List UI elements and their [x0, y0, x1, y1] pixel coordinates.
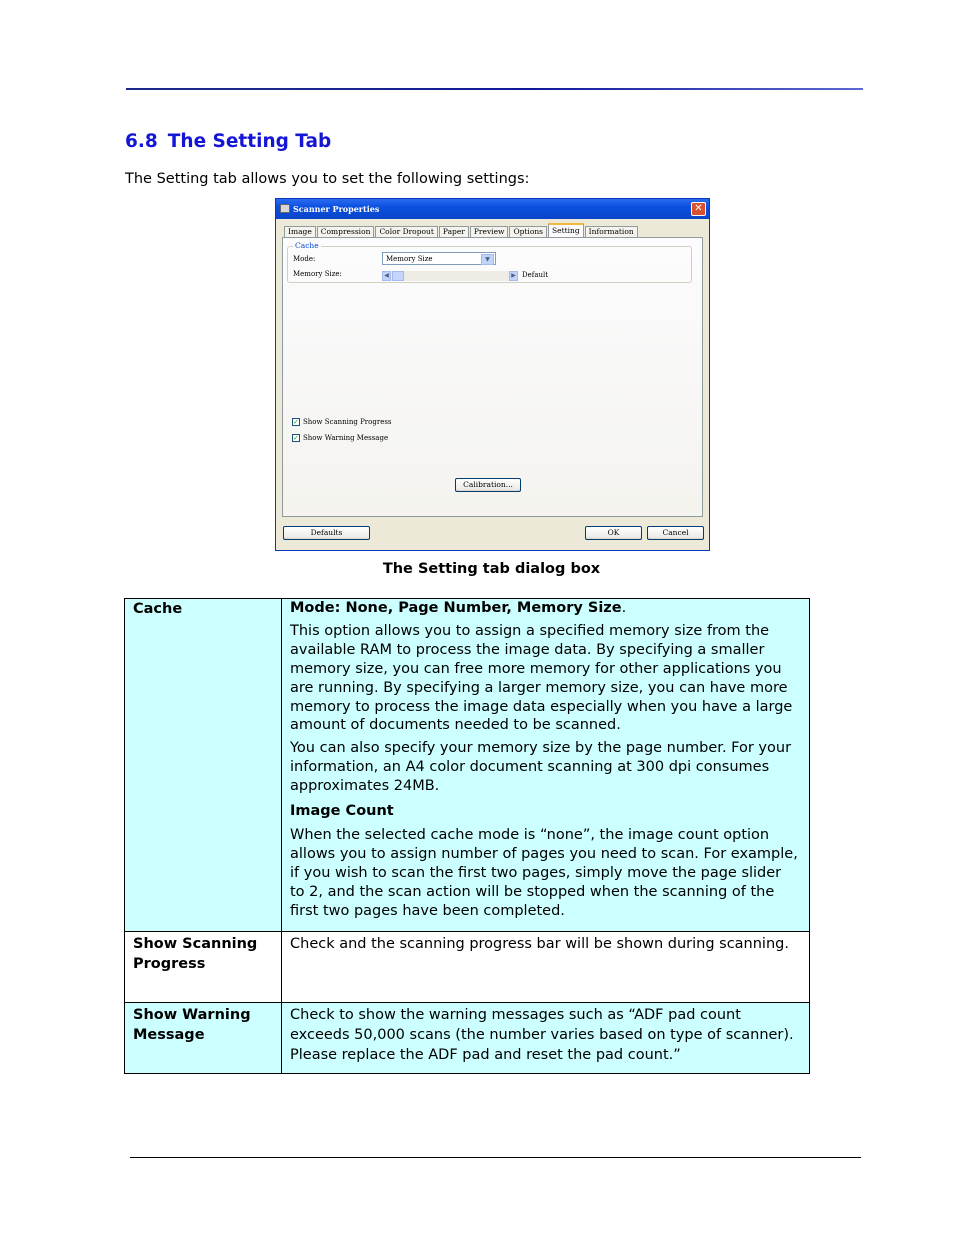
section-heading [125, 131, 331, 152]
close-button[interactable]: ✕ [691, 202, 706, 216]
memory-size-slider[interactable] [382, 271, 518, 281]
defaults-button[interactable]: Defaults [283, 526, 370, 540]
calibration-button[interactable]: Calibration... [455, 478, 521, 492]
show-warning-message-label[interactable]: Show Warning Message [303, 434, 389, 442]
show-scanning-progress-desc: Check and the scanning progress bar will be shown during scanning. [290, 935, 789, 952]
tab-information[interactable]: Information [585, 226, 638, 237]
cache-groupbox [287, 241, 692, 283]
setting-tab-panel [282, 237, 703, 517]
mode-select[interactable] [382, 252, 496, 265]
scroll-right-icon[interactable]: ▶ [509, 271, 518, 281]
table-row [125, 599, 810, 932]
image-count-heading: Image Count [290, 803, 394, 820]
figure-caption: The Setting tab dialog box [382, 561, 601, 577]
cache-label-cell [125, 599, 282, 932]
show-warning-message-label-cell [125, 1002, 282, 1073]
show-scanning-progress-desc-cell [282, 931, 810, 1002]
show-warning-message-term: Show Warning Message [133, 1006, 251, 1043]
cancel-button[interactable]: Cancel [647, 526, 704, 540]
dialog-title: Scanner Properties [293, 204, 380, 214]
tab-compression[interactable]: Compression [317, 226, 375, 237]
cache-desc-cell [282, 599, 810, 932]
memory-size-label: Memory Size: [293, 270, 342, 278]
scanner-properties-dialog [275, 198, 710, 551]
tab-image[interactable]: Image [284, 226, 316, 237]
scroll-left-icon[interactable]: ◀ [382, 271, 391, 281]
mode-heading-line: Mode: None, Page Number, Memory Size. [290, 600, 627, 616]
intro-text: The Setting tab allows you to set the following settings: [125, 171, 530, 187]
ok-button[interactable]: OK [585, 526, 642, 540]
show-scanning-progress-label[interactable]: Show Scanning Progress [303, 418, 392, 426]
table-row [125, 931, 810, 1002]
show-scanning-progress-label-cell [125, 931, 282, 1002]
chevron-down-icon[interactable]: ▼ [481, 254, 494, 265]
tab-preview[interactable]: Preview [470, 226, 509, 237]
section-number: 6.8 [125, 131, 158, 152]
section-title: The Setting Tab [167, 131, 332, 152]
table-row [125, 1002, 810, 1073]
show-warning-message-desc-cell [282, 1002, 810, 1073]
show-scanning-progress-term: Show Scanning Progress [133, 935, 258, 972]
cache-para-3: When the selected cache mode is “none”, the image count option allows you to assign number of pages you need to scan. For example, if you wish to scan the first two pages, simply move the page slider to 2, and the scan action will be stopped when the scanning of the first two pages have been completed. [290, 826, 798, 919]
slider-thumb[interactable] [392, 271, 404, 281]
cache-group-label: Cache [295, 241, 319, 250]
show-warning-message-checkbox[interactable]: ✓ [293, 434, 299, 442]
cache-para-2: You can also specify your memory size by the page number. For your information, an A4 color document scanning at 300 dpi consumes approximates 24MB. [290, 740, 792, 795]
memory-size-value: Default [522, 271, 549, 279]
scanner-icon [280, 204, 290, 213]
show-scanning-progress-checkbox[interactable]: ✓ [293, 418, 299, 426]
cache-para-1: This option allows you to assign a specified memory size from the available RAM to process the image data. By specifying a smaller memory size, you can free more memory for other applications you are running. By specifying a larger memory size, you can have more memory to process the image data especially when you have a large amount of documents needed to be scanned. [290, 622, 793, 734]
tab-color-dropout[interactable]: Color Dropout [375, 226, 437, 237]
cache-label: Cache [133, 601, 183, 617]
footer-rule [130, 1157, 861, 1158]
show-warning-message-desc: Check to show the warning messages such as “ADF pad count exceeds 50,000 scans (the number varies based on type of scanner). Please replace the ADF pad and reset the pad count.” [290, 1006, 794, 1063]
header-rule [126, 88, 863, 90]
tab-strip [284, 223, 639, 237]
mode-select-value: Memory Size [386, 255, 433, 263]
tab-options[interactable]: Options [509, 226, 547, 237]
tab-paper[interactable]: Paper [439, 226, 469, 237]
dialog-titlebar[interactable] [276, 199, 709, 219]
mode-heading: Mode: None, Page Number, Memory Size [290, 600, 622, 616]
settings-table [124, 598, 810, 1074]
mode-label: Mode: [293, 255, 316, 263]
tab-setting[interactable]: Setting [548, 223, 584, 237]
